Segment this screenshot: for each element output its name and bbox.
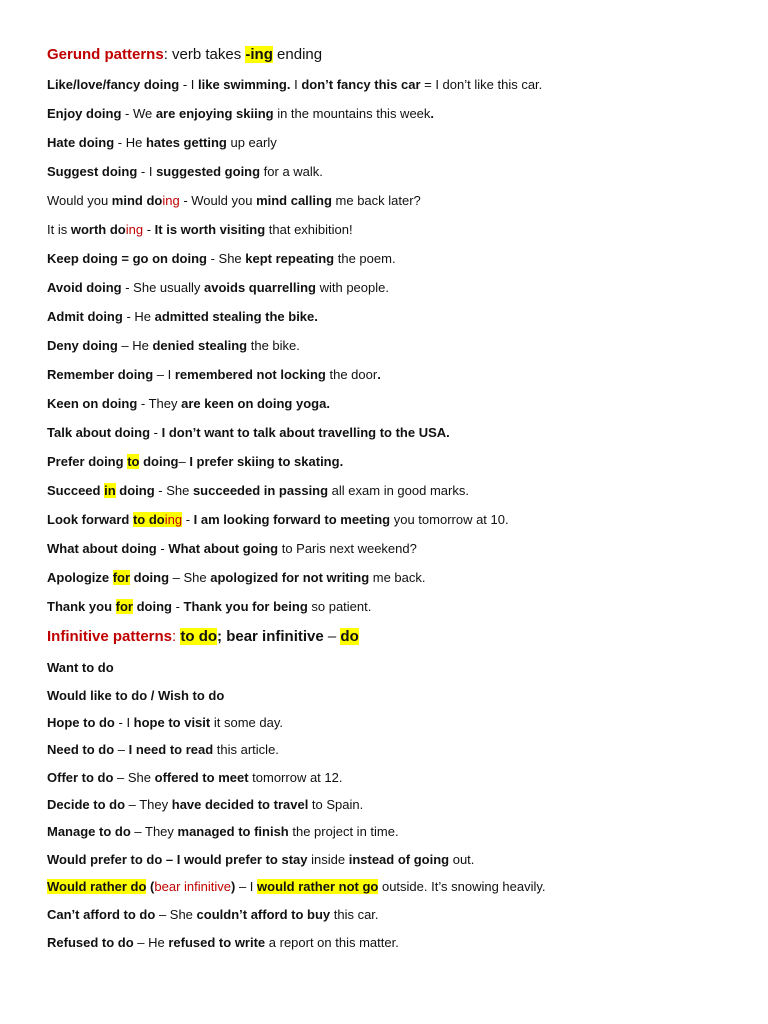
- text-segment: - I: [114, 715, 134, 730]
- text-segment: the poem.: [334, 251, 396, 266]
- text-segment: all exam in good marks.: [328, 483, 469, 498]
- pattern-line-enjoy: [47, 105, 748, 123]
- pattern-line-mind: [47, 192, 748, 210]
- pattern-line-keep: [47, 250, 748, 268]
- pattern-line-refused: [47, 934, 748, 952]
- text-segment: : verb takes: [163, 46, 246, 63]
- text-segment: Would you: [47, 193, 112, 208]
- text-segment: Thank you for being: [183, 599, 308, 614]
- text-segment: bear infinitive: [226, 628, 324, 645]
- text-segment: with people.: [315, 280, 389, 295]
- text-segment: - I: [137, 164, 157, 179]
- text-segment: doing: [132, 599, 172, 614]
- text-segment: it some day.: [210, 715, 283, 730]
- pattern-line-prefer: [47, 453, 748, 471]
- text-segment: have decided to travel: [171, 797, 309, 812]
- text-segment: - I: [179, 77, 198, 92]
- text-segment: –: [178, 454, 190, 469]
- text-segment: doing: [139, 454, 179, 469]
- text-segment: Remember doing: [47, 367, 154, 382]
- text-segment: don’t fancy this car: [301, 77, 421, 92]
- text-segment: Suggest doing: [47, 164, 138, 179]
- text-segment: for a walk.: [260, 164, 323, 179]
- text-segment: offered to meet: [154, 770, 249, 785]
- text-segment: doing: [115, 483, 155, 498]
- pattern-line-like-love-fancy: [47, 76, 748, 94]
- pattern-line-hope: [47, 714, 748, 732]
- text-segment: – She: [169, 570, 211, 585]
- text-segment: – I: [153, 367, 175, 382]
- text-segment: Refused to do: [47, 935, 134, 950]
- text-segment: .: [377, 367, 381, 382]
- text-segment: - He: [122, 309, 155, 324]
- text-segment: like swimming.: [197, 77, 291, 92]
- text-segment: Infinitive patterns: [47, 628, 173, 645]
- text-segment: Thank you: [47, 599, 116, 614]
- text-segment: – He: [133, 935, 169, 950]
- text-segment: -: [150, 425, 162, 440]
- text-segment: Keep doing = go on doing: [47, 251, 207, 266]
- text-segment: ending: [272, 46, 323, 63]
- text-segment: ing: [162, 193, 180, 208]
- text-segment: Want to do: [47, 660, 114, 675]
- text-segment: up early: [226, 135, 277, 150]
- pattern-line-apologize: [47, 569, 748, 587]
- text-segment: Hope to do: [47, 715, 115, 730]
- pattern-line-suggest: [47, 163, 748, 181]
- text-segment: Can’t afford to do: [47, 907, 156, 922]
- text-segment: I need to read: [128, 742, 214, 757]
- text-segment: you tomorrow at 10.: [390, 512, 509, 527]
- text-segment: are keen on doing yoga.: [181, 396, 330, 411]
- text-segment: I prefer skiing to skating.: [189, 454, 344, 469]
- text-segment: Talk about doing: [47, 425, 151, 440]
- text-segment: to do: [132, 512, 165, 527]
- text-segment: – They: [130, 824, 178, 839]
- text-segment: - She: [154, 483, 193, 498]
- text-segment: Would prefer to do – I would prefer to stay: [47, 852, 308, 867]
- text-segment: - He: [114, 135, 146, 150]
- text-segment: – She: [155, 907, 197, 922]
- text-segment: the project in time.: [288, 824, 399, 839]
- text-segment: .: [430, 106, 435, 121]
- text-segment: me back.: [369, 570, 426, 585]
- pattern-line-decide: [47, 796, 748, 814]
- text-segment: Hate doing: [47, 135, 115, 150]
- pattern-line-manage: [47, 823, 748, 841]
- text-segment: ing: [164, 512, 183, 527]
- text-segment: hates getting: [145, 135, 227, 150]
- pattern-line-deny: [47, 337, 748, 355]
- text-segment: Prefer doing: [47, 454, 128, 469]
- text-segment: Succeed: [47, 483, 105, 498]
- text-segment: this car.: [330, 907, 379, 922]
- pattern-line-cant-afford: [47, 906, 748, 924]
- text-segment: for: [112, 570, 131, 585]
- infinitive-heading: [47, 627, 748, 647]
- text-segment: - They: [137, 396, 182, 411]
- text-segment: in the mountains this week: [273, 106, 431, 121]
- text-segment: instead of going: [348, 852, 450, 867]
- text-segment: managed to finish: [177, 824, 289, 839]
- text-segment: :: [172, 628, 181, 645]
- text-segment: –: [323, 628, 341, 645]
- text-segment: to Spain.: [308, 797, 364, 812]
- pattern-line-would-prefer: [47, 851, 748, 869]
- text-segment: outside. It’s snowing heavily.: [378, 879, 546, 894]
- text-segment: ;: [217, 628, 227, 645]
- text-segment: bear infinitive: [154, 879, 231, 894]
- text-segment: the bike.: [247, 338, 300, 353]
- text-segment: refused to write: [168, 935, 266, 950]
- text-segment: Like/love/fancy doing: [47, 77, 180, 92]
- text-segment: a report on this matter.: [265, 935, 399, 950]
- text-segment: Apologize: [47, 570, 113, 585]
- pattern-line-admit: [47, 308, 748, 326]
- text-segment: – He: [117, 338, 153, 353]
- gerund-heading: [47, 45, 748, 65]
- text-segment: - She: [206, 251, 246, 266]
- text-segment: mind do: [111, 193, 163, 208]
- text-segment: remembered not locking: [174, 367, 326, 382]
- text-segment: – They: [125, 797, 172, 812]
- pattern-line-succeed: [47, 482, 748, 500]
- pattern-line-want: [47, 659, 748, 677]
- text-segment: for: [115, 599, 133, 614]
- pattern-line-talk-about: [47, 424, 748, 442]
- text-segment: me back later?: [331, 193, 421, 208]
- text-segment: inside: [307, 852, 349, 867]
- pattern-line-need: [47, 741, 748, 759]
- text-segment: - Would you: [179, 193, 257, 208]
- text-segment: It is: [47, 222, 71, 237]
- text-segment: are enjoying skiing: [155, 106, 274, 121]
- text-segment: succeeded in passing: [192, 483, 329, 498]
- text-segment: What about going: [168, 541, 279, 556]
- text-segment: Gerund patterns: [47, 46, 164, 63]
- pattern-line-keen-on: [47, 395, 748, 413]
- text-segment: out.: [449, 852, 475, 867]
- text-segment: Enjoy doing: [47, 106, 122, 121]
- text-segment: -: [182, 512, 194, 527]
- text-segment: Avoid doing: [47, 280, 122, 295]
- text-segment: apologized for not writing: [210, 570, 370, 585]
- text-segment: I don’t want to talk about travelling to the USA.: [161, 425, 450, 440]
- text-segment: Admit doing: [47, 309, 123, 324]
- text-segment: - She usually: [121, 280, 204, 295]
- pattern-line-thank-you: [47, 598, 748, 616]
- pattern-line-offer: [47, 769, 748, 787]
- text-segment: Offer to do: [47, 770, 114, 785]
- text-segment: that exhibition!: [265, 222, 353, 237]
- pattern-line-hate: [47, 134, 748, 152]
- text-segment: to do: [180, 628, 218, 645]
- pattern-line-avoid: [47, 279, 748, 297]
- text-segment: this article.: [213, 742, 279, 757]
- text-segment: – She: [113, 770, 155, 785]
- text-segment: -ing: [245, 46, 273, 63]
- text-segment: Keen on doing: [47, 396, 138, 411]
- text-segment: in: [104, 483, 116, 498]
- text-segment: Decide to do: [47, 797, 126, 812]
- text-segment: –: [114, 742, 129, 757]
- pattern-line-would-rather: [47, 878, 748, 896]
- text-segment: to Paris next weekend?: [278, 541, 417, 556]
- text-segment: -: [156, 541, 169, 556]
- text-segment: worth do: [70, 222, 126, 237]
- pattern-line-worth: [47, 221, 748, 239]
- text-segment: – I: [235, 879, 258, 894]
- pattern-line-what-about: [47, 540, 748, 558]
- text-segment: mind calling: [256, 193, 332, 208]
- text-segment: (: [146, 879, 155, 894]
- text-segment: so patient.: [307, 599, 372, 614]
- pattern-line-remember: [47, 366, 748, 384]
- text-segment: ): [231, 879, 236, 894]
- text-segment: do: [340, 628, 359, 645]
- text-segment: -: [171, 599, 184, 614]
- text-segment: admitted stealing the bike.: [154, 309, 318, 324]
- pattern-line-look-forward: [47, 511, 748, 529]
- text-segment: kept repeating: [245, 251, 335, 266]
- text-segment: to: [127, 454, 140, 469]
- text-segment: Would rather do: [47, 879, 147, 894]
- text-segment: avoids quarrelling: [204, 280, 316, 295]
- text-segment: Would like to do / Wish to do: [47, 688, 225, 703]
- text-segment: = I don’t like this car.: [420, 77, 543, 92]
- text-segment: tomorrow at 12.: [248, 770, 343, 785]
- text-segment: denied stealing: [152, 338, 248, 353]
- text-segment: - We: [121, 106, 156, 121]
- text-segment: ing: [125, 222, 144, 237]
- text-segment: I am looking forward to meeting: [193, 512, 391, 527]
- text-segment: Look forward: [47, 512, 133, 527]
- text-segment: I: [290, 77, 302, 92]
- text-segment: the door: [325, 367, 378, 382]
- text-segment: Manage to do: [47, 824, 131, 839]
- text-segment: It is worth visiting: [154, 222, 266, 237]
- text-segment: Need to do: [47, 742, 115, 757]
- text-segment: would rather not go: [257, 879, 379, 894]
- text-segment: hope to visit: [133, 715, 211, 730]
- text-segment: suggested going: [156, 164, 261, 179]
- text-segment: couldn’t afford to buy: [196, 907, 331, 922]
- text-segment: -: [143, 222, 155, 237]
- text-segment: doing: [130, 570, 170, 585]
- pattern-line-would-like: [47, 687, 748, 705]
- text-segment: Deny doing: [47, 338, 118, 353]
- text-segment: What about doing: [47, 541, 157, 556]
